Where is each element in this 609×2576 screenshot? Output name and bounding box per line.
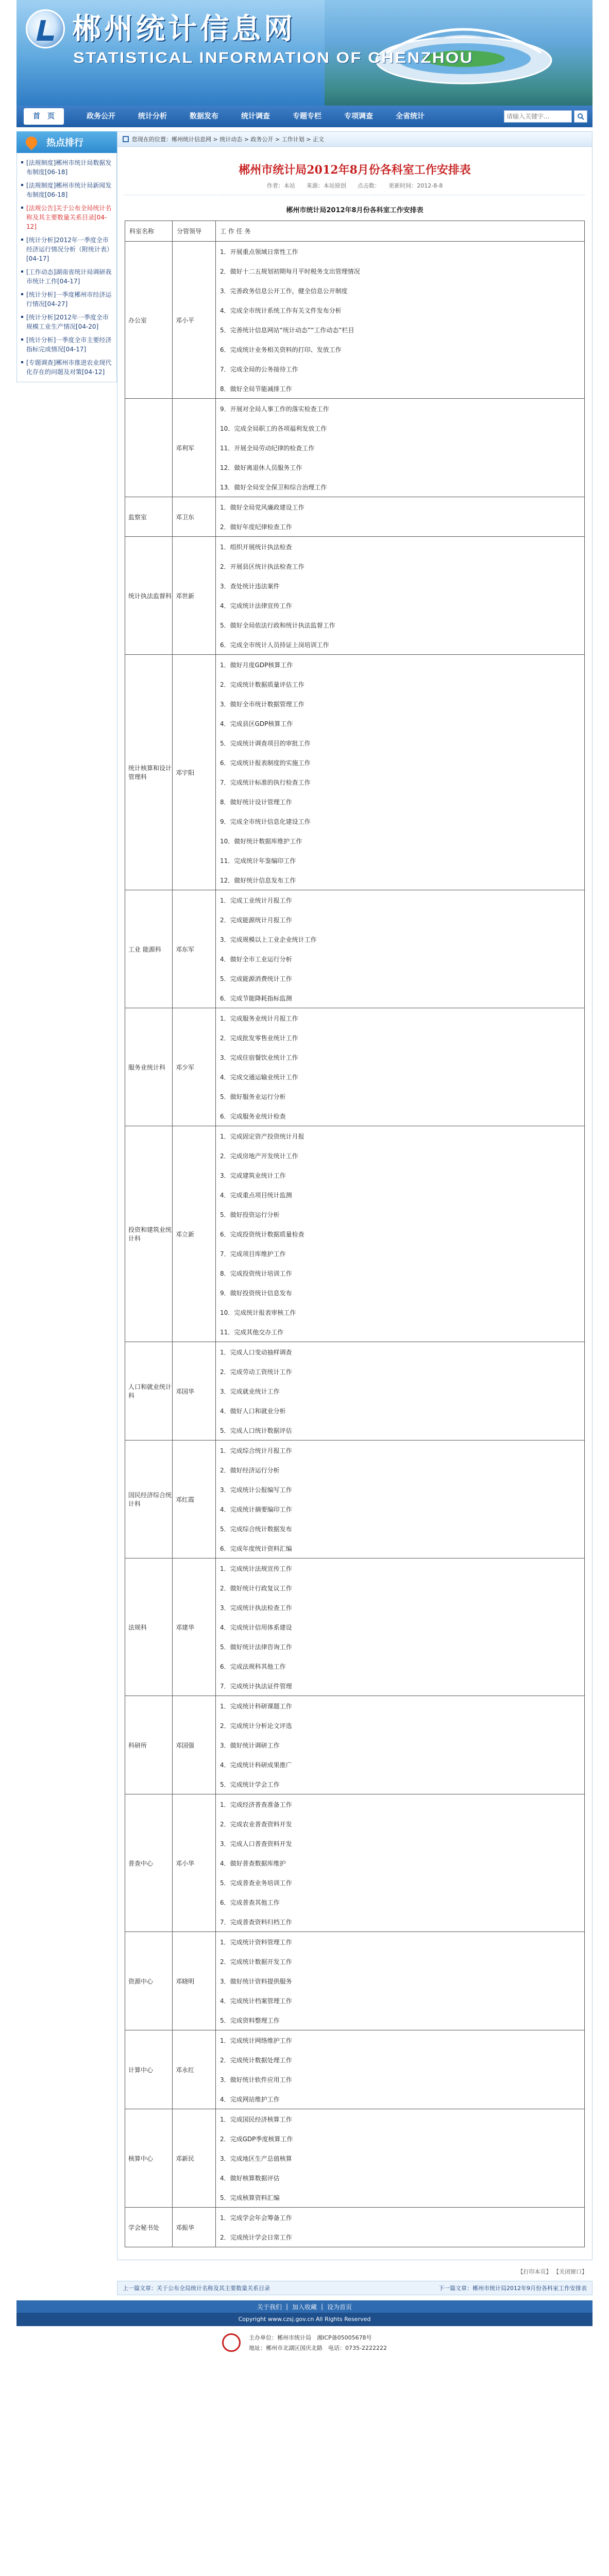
article [117,147,593,2260]
task-item: 6．完成年度统计资料汇编 [220,1545,292,1552]
tasks-cell [216,890,585,1008]
task-item: 1．完成服务业统计月报工作 [220,1014,298,1022]
task-item: 6．完成普查其他工作 [220,1899,280,1906]
owner-cell: 邓少军 [173,1008,216,1126]
task-item: 1．完成经济普查准备工作 [220,1801,292,1808]
task-item: 3．做好统计软件应用工作 [220,2076,292,2083]
task-item: 3．完成建筑业统计工作 [220,1172,286,1179]
search-button[interactable] [574,110,587,123]
task-item: 6．完成统计业务相关资料的打印、发放工作 [220,346,342,353]
table-row [125,890,585,1008]
table-row [125,1794,585,1932]
dept-cell: 人口和就业统计科 [125,1342,173,1440]
task-item: 1．完成学会年会筹备工作 [220,2214,292,2222]
task-item: 5．完成统计学会工作 [220,1781,280,1788]
breadcrumb [117,131,593,147]
tasks-cell [216,1126,585,1342]
tasks-cell [216,1558,585,1696]
owner-cell: 邓立新 [173,1126,216,1342]
owner-cell: 邓东军 [173,890,216,1008]
owner-cell: 邓利军 [173,399,216,497]
task-item: 9．做好投资统计信息发布 [220,1289,292,1297]
task-item: 2．做好年度纪律检查工作 [220,523,292,531]
task-item: 8．完成投资统计培训工作 [220,1269,292,1277]
task-item: 1．完成固定资产投资统计月报 [220,1132,304,1140]
hot-list-item[interactable]: [法规制度]郴州市统计局数据发布制度[06-18] [20,156,113,179]
task-item: 11．完成其他交办工作 [220,1328,284,1336]
task-item: 3．做好统计调研工作 [220,1741,280,1749]
task-item: 3．做好统计资料提供服务 [220,1977,292,1985]
tasks-cell [216,1008,585,1126]
table-row [125,2208,585,2247]
task-item: 1．完成人口变动抽样调查 [220,1348,292,1356]
dept-cell [125,399,173,497]
site-name-en: STATISTICAL INFORMATION OF CHENZHOU [73,49,473,66]
task-item: 4．完成县区GDP核算工作 [220,720,293,727]
dept-cell: 服务业统计科 [125,1008,173,1126]
task-item: 4．完成统计法律宣传工作 [220,602,292,609]
hot-list-item[interactable]: [法规制度]郴州市统计局新闻发布制度[06-18] [20,179,113,201]
task-item: 3．完成规模以上工业企业统计工作 [220,936,317,943]
footer-links: 关于我们 | 加入收藏 | 设为首页 [16,2300,593,2313]
task-item: 5．完成核算资料汇编 [220,2194,280,2201]
dept-cell: 办公室 [125,242,173,399]
sidebar-title: 热点排行 [46,138,83,148]
table-row [125,1342,585,1440]
task-item: 1．做好月度GDP核算工作 [220,661,293,669]
dept-cell: 法规科 [125,1558,173,1696]
nav-item-special-survey[interactable]: 专项调查 [344,112,373,121]
task-item: 3．完成地区生产总值核算 [220,2155,292,2162]
owner-cell: 邓振华 [173,2208,216,2247]
next-article-link[interactable]: 下一篇文章：郴州市统计局2012年9月份各科室工作安排表 [438,2285,587,2292]
task-item: 2．开展县区统计执法检查工作 [220,563,304,570]
task-item: 1．开展重点领域日常性工作 [220,248,298,256]
task-item: 2．做好统计行政复议工作 [220,1584,292,1592]
task-item: 2．完成统计数据开发工作 [220,1958,292,1965]
header-dept: 科室名称 [125,221,173,242]
task-item: 5．做好服务业运行分析 [220,1093,286,1100]
sidebar [16,127,117,2295]
table-row [125,1008,585,1126]
task-item: 11．完成统计年鉴编印工作 [220,857,296,865]
tasks-cell [216,399,585,497]
table-header-row [125,221,585,242]
tasks-cell [216,537,585,655]
task-item: 1．组织开展统计执法检查 [220,543,292,551]
table-row [125,242,585,399]
task-item: 13．做好全局安全保卫和综合治理工作 [220,483,327,491]
task-item: 5．完善统计信息网站“统计动态”“工作动态”栏目 [220,326,354,334]
hot-list-item[interactable]: [工作动态]湖南省统计局调研我市统计工作[04-17] [20,265,113,288]
table-row [125,537,585,655]
task-item: 2．完成农业普查资料开发 [220,1820,292,1828]
owner-cell: 邓宇阳 [173,655,216,890]
task-item: 2．完成批发零售业统计工作 [220,1034,298,1042]
nav-item-gov-affairs[interactable]: 政务公开 [87,112,115,121]
tasks-cell [216,2030,585,2109]
main-nav [16,106,593,127]
task-item: 1．完成国民经济核算工作 [220,2115,292,2123]
table-row [125,1558,585,1696]
task-item: 7．完成普查资料归档工作 [220,1918,292,1926]
table-row [125,1932,585,2030]
hot-list-item[interactable]: [法规公告]关于公布全局统计名称及其主要数量关系目录[04-12] [20,201,113,233]
prev-article-link[interactable]: 上一篇文章：关于公布全局统计名称及其主要数量关系目录 [123,2285,270,2292]
task-item: 12．做好离退休人员服务工作 [220,464,302,471]
owner-cell: 邓卫东 [173,497,216,537]
task-item: 4．完成交通运输业统计工作 [220,1073,298,1081]
police-badge-icon[interactable] [222,2333,241,2352]
main-content [117,127,593,2295]
hot-list-item[interactable]: [统计分析]一季度郴州市经济运行情况[04-27] [20,288,113,311]
task-item: 7．完成统计标准的执行检查工作 [220,778,311,786]
task-item: 6．完成全市统计人员持证上岗培训工作 [220,641,329,649]
tasks-cell [216,2208,585,2247]
search-input[interactable] [504,110,572,123]
task-item: 12．做好统计信息发布工作 [220,876,296,884]
owner-cell: 邓小平 [173,242,216,399]
nav-item-home[interactable]: 首 页 [24,108,64,125]
task-item: 4．完成统计摘要编印工作 [220,1505,292,1513]
hot-list-item[interactable]: [统计分析]一季度全市主要经济指标完成情况[04-17] [20,333,113,356]
dept-cell: 国民经济综合统计科 [125,1440,173,1558]
table-row [125,1440,585,1558]
tasks-cell [216,655,585,890]
nav-item-provincial[interactable]: 全省统计 [396,112,425,121]
task-item: 5．完成能源消费统计工作 [220,975,292,982]
task-item: 9．完成全市统计信息化建设工作 [220,818,311,825]
plan-table [125,221,585,2247]
task-item: 4．做好人口和就业分析 [220,1407,286,1415]
table-row [125,399,585,497]
dept-cell: 投资和建筑业统计科 [125,1126,173,1342]
task-item: 7．完成项目库维护工作 [220,1250,286,1258]
task-item: 4．完成全市统计系统工作有关文件发布分析 [220,307,342,314]
copyright: Copyright www.czsj.gov.cn All Rights Reserved [16,2313,593,2326]
hot-list-item[interactable]: [专题调查]郴州市推进农业现代化存在的问题及对策[04-12] [20,356,113,379]
task-item: 2．做好十二五规划初期每月平时税务支出管理情况 [220,267,360,275]
task-item: 8．做好统计设计管理工作 [220,798,292,806]
article-meta: 作者：本站 来源：本站原创 点击数： 更新时间：2012-8-8 [125,181,585,195]
owner-cell: 邓晓明 [173,1932,216,2030]
owner-cell: 邓永红 [173,2030,216,2109]
tasks-cell [216,1342,585,1440]
task-item: 2．完成统计学会日常工作 [220,2233,292,2241]
task-item: 4．做好全市工业运行分析 [220,955,292,963]
task-item: 4．完成网站维护工作 [220,2095,280,2103]
task-item: 4．做好核算数据评估 [220,2174,280,2182]
tasks-cell [216,1440,585,1558]
task-item: 8．做好全局节能减排工作 [220,385,292,393]
site-name: 郴州统计信息网 [72,12,296,46]
search-icon [577,113,584,120]
header-owner: 分管领导 [173,221,216,242]
table-row [125,1126,585,1342]
table-row [125,2109,585,2208]
task-item: 2．完成统计数据处理工作 [220,2056,292,2064]
task-item: 5．完成普查业务培训工作 [220,1879,292,1887]
task-item: 1．完成统计网络维护工作 [220,2037,292,2044]
dept-cell: 科研所 [125,1696,173,1794]
task-item: 10．完成全局职工的各项福利发放工作 [220,425,327,432]
footer-link-homepage[interactable]: 设为首页 [327,2303,352,2311]
prev-next-bar [117,2281,593,2295]
footer-line-2: 地址：郴州市北湖区国庆北路 电话：0735-2222222 [249,2345,387,2351]
task-item: 2．完成劳动工资统计工作 [220,1368,292,1376]
task-item: 1．完成综合统计月报工作 [220,1447,292,1454]
nav-item-topics[interactable]: 专题专栏 [293,112,322,121]
owner-cell: 邓新民 [173,2109,216,2208]
task-item: 3．做好全市统计数据管理工作 [220,700,304,708]
task-item: 5．完成统计调查项目的审批工作 [220,739,311,747]
task-item: 3．完成住宿餐饮业统计工作 [220,1054,298,1061]
owner-cell: 邓建华 [173,1558,216,1696]
task-item: 5．做好统计法律咨询工作 [220,1643,292,1651]
task-item: 3．完成统计公报编写工作 [220,1486,292,1494]
dept-cell: 学会秘书处 [125,2208,173,2247]
dept-cell: 统计核算和设计管理科 [125,655,173,890]
task-item: 6．完成投资统计数据质量检查 [220,1230,304,1238]
footer-line-1: 主办单位：郴州市统计局 湘ICP备05005678号 [249,2334,372,2341]
owner-cell: 邓小华 [173,1794,216,1932]
task-item: 1．完成工业统计月报工作 [220,896,292,904]
article-title: 郴州市统计局2012年8月份各科室工作安排表 [239,163,471,177]
flame-icon [23,134,39,150]
task-item: 11．开展全局劳动纪律的检查工作 [220,444,315,452]
owner-cell: 邓国强 [173,1696,216,1794]
tasks-cell [216,1932,585,2030]
task-item: 3．完成统计执法检查工作 [220,1604,292,1612]
task-item: 10．做好统计数据库维护工作 [220,837,302,845]
dept-cell: 统计执法监督科 [125,537,173,655]
dept-cell: 监察室 [125,497,173,537]
tasks-cell [216,242,585,399]
task-item: 5．做好全局依法行政和统计执法监督工作 [220,621,335,629]
owner-cell: 邓世新 [173,537,216,655]
nav-item-data-release[interactable]: 数据发布 [190,112,218,121]
owner-cell: 邓国华 [173,1342,216,1440]
task-item: 2．完成统计数据质量评估工作 [220,681,304,688]
tasks-cell [216,1696,585,1794]
task-item: 6．完成统计报表制度的实施工作 [220,759,311,767]
task-item: 7．完成全局的公务接待工作 [220,365,298,373]
search-box [504,110,587,123]
site-logo[interactable] [26,9,65,48]
task-item: 3．完成就业统计工作 [220,1387,280,1395]
task-item: 6．完成节能降耗指标监测 [220,994,292,1002]
task-item: 10．完成统计报表审核工作 [220,1309,296,1316]
task-item: 2．做好经济运行分析 [220,1466,280,1474]
task-item: 3．查处统计违法案件 [220,582,280,590]
task-item: 4．做好普查数据库维护 [220,1859,286,1867]
dept-cell: 普查中心 [125,1794,173,1932]
hot-list-item[interactable]: [统计分析]2012年一季度全市规模工业生产情况[04-20] [20,311,113,333]
dept-cell: 计算中心 [125,2030,173,2109]
task-item: 1．做好全局党风廉政建设工作 [220,503,304,511]
task-item: 3．完善政务信息公开工作，健全信息公开制度 [220,287,348,295]
table-row [125,497,585,537]
task-item: 4．完成统计科研成果推广 [220,1761,292,1769]
task-item: 4．完成统计信用体系建设 [220,1623,292,1631]
footer-link-about[interactable]: 关于我们 [257,2303,282,2311]
task-item: 4．完成统计档案管理工作 [220,1997,292,2005]
task-item: 7．完成统计执法证件管理 [220,1682,292,1690]
task-item: 2．完成能源统计月报工作 [220,916,292,924]
dept-cell: 核算中心 [125,2109,173,2208]
task-item: 6．完成服务业统计检查 [220,1112,286,1120]
table-row [125,1696,585,1794]
header-tasks: 工 作 任 务 [216,221,585,242]
task-item: 3．完成人口普查资料开发 [220,1840,292,1848]
task-item: 1．完成统计资料管理工作 [220,1938,292,1946]
hot-list [16,153,117,382]
task-item: 2．完成房地产开发统计工作 [220,1152,298,1160]
task-item: 1．完成统计科研课题工作 [220,1702,292,1710]
task-item: 9．开展对全局人事工作的落实检查工作 [220,405,329,413]
site-banner [16,0,593,106]
footer [16,2300,593,2359]
task-item: 4．完成重点项目统计监测 [220,1191,292,1199]
footer-link-favorite[interactable]: 加入收藏 [292,2303,317,2311]
dept-cell: 工业 能源科 [125,890,173,1008]
dept-cell: 资源中心 [125,1932,173,2030]
nav-item-analysis[interactable]: 统计分析 [138,112,167,121]
table-row [125,655,585,890]
task-item: 5．完成综合统计数据发布 [220,1525,292,1533]
home-icon [123,136,129,142]
tasks-cell [216,497,585,537]
breadcrumb-text[interactable]: 您现在的位置：郴州统计信息网 > 统计动态 > 政务公开 > 工作计划 > 正文 [132,136,324,143]
table-title: 郴州市统计局2012年8月份各科室工作安排表 [286,207,424,214]
task-item: 2．完成统计分析论文评选 [220,1722,292,1730]
task-item: 6．完成法规科其他工作 [220,1663,286,1670]
hot-list-item[interactable]: [统计分析]2012年一季度全市经济运行情况分析（附统计表）[04-17] [20,233,113,265]
footer-info [16,2326,593,2359]
nav-item-survey[interactable]: 统计调查 [241,112,270,121]
task-item: 2．完成GDP季度核算工作 [220,2135,293,2143]
task-item: 5．做好投资运行分析 [220,1211,280,1218]
table-row [125,2030,585,2109]
print-close-links[interactable]: 【打印本页】 【关闭窗口】 [517,2268,587,2275]
sidebar-header [16,131,117,153]
owner-cell: 邓红霞 [173,1440,216,1558]
task-item: 5．完成资料整理工作 [220,2016,280,2024]
tasks-cell [216,2109,585,2208]
task-item: 1．完成统计法规宣传工作 [220,1565,292,1572]
tasks-cell [216,1794,585,1932]
task-item: 5．完成人口统计数据评估 [220,1427,292,1434]
